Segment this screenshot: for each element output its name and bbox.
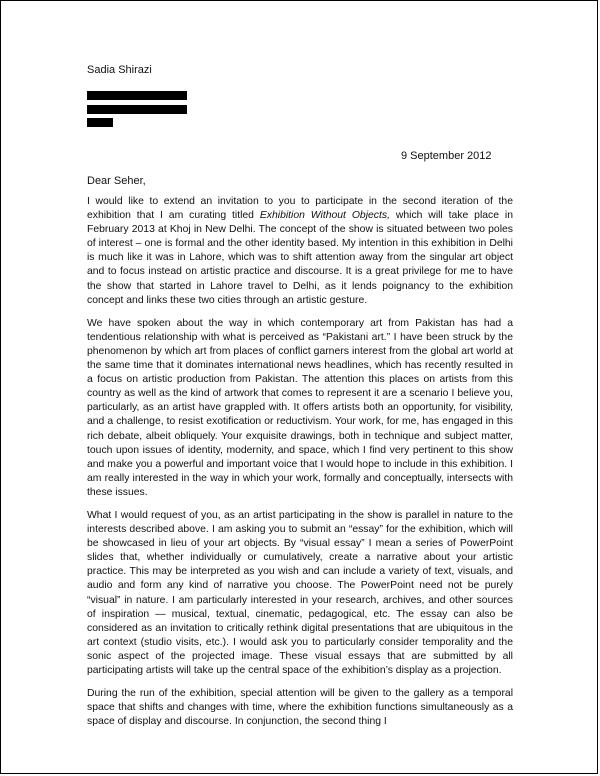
redacted-address-line-3 [87, 118, 113, 127]
salutation: Dear Seher, [87, 175, 146, 187]
redacted-address-line-1 [87, 91, 187, 100]
paragraph-1-text-b: which will take place in February 2013 at Khoj in New Delhi. The concept of the show is situated between two poles of interest – one is formal and the other identity based. My intention in this exhibition in Delhi is much like it was in Lahore, which was to shift attention away from the singular art object and to focus instead on artistic practice and discourse. It is a great privilege for me to have the show that started in Lahore travel to Delhi, as it lends poignancy to the exhibition concept and links these two cities through an artistic gesture. [87, 210, 513, 306]
paragraph-3: What I would request of you, as an artist participating in the show is parallel in nature to the interests described above. I am asking you to submit an “essay” for the exhibition, which will be showcased in lieu of your art objects. By “visual essay” I mean a series of PowerPoint slides that, whether individually or cumulatively, create a narrative about your artistic practice. This may be interpreted as you wish and can include a variety of text, visuals, and audio and form any kind of narrative you choose. The PowerPoint need not be purely “visual” in nature. I am particularly interested in your research, archives, and other sources of inspiration — musical, textual, cinematic, pedagogical, etc. The essay can also be considered as an invitation to critically rethink digital presentations that are ubiquitous in the art context (studio visits, etc.). I would ask you to particularly consider temporality and the sonic aspect of the projected image. These visual essays that are submitted by all participating artists will take up the central space of the exhibition’s display as a projection. [87, 509, 513, 676]
paragraph-1-text-a: I would like to extend an invitation to you to participate in the second iteration of the exhibition that I am curating titled [87, 196, 513, 222]
letter-body [87, 195, 513, 729]
paragraph-1 [87, 195, 513, 308]
exhibition-title: Exhibition Without Objects, [259, 210, 390, 222]
letter-date: 9 September 2012 [401, 150, 492, 162]
redacted-address-line-2 [87, 105, 187, 114]
sender-name: Sadia Shirazi [87, 64, 152, 76]
paragraph-2: We have spoken about the way in which contemporary art from Pakistan has had a tendentious relationship with what is perceived as “Pakistani art.” I have been struck by the phenomenon by which art from places of conflict garners interest from the global art world at the same time that it dominates international news headlines, which has recently resulted in a focus on artistic production from Pakistan. The attention this places on artists from this country as well as the kind of artwork that comes to represent it are a scenario I believe you, particularly, as an artist have grappled with. It offers artists both an opportunity, for visibility, and a challenge, to resist exotification or reductivism. Your work, for me, has engaged in this rich debate, albeit obliquely. Your exquisite drawings, both in technique and subject matter, touch upon issues of identity, modernity, and space, which I find very pertinent to this show and make you a powerful and important voice that I would hope to include in this exhibition. I am really interested in the way in which your work, formally and conceptually, intersects with these issues. [87, 317, 513, 498]
paragraph-4: During the run of the exhibition, special attention will be given to the gallery as a temporal space that shifts and changes with time, where the exhibition functions simultaneously as a space of display and discourse. In conjunction, the second thing I [87, 688, 513, 728]
